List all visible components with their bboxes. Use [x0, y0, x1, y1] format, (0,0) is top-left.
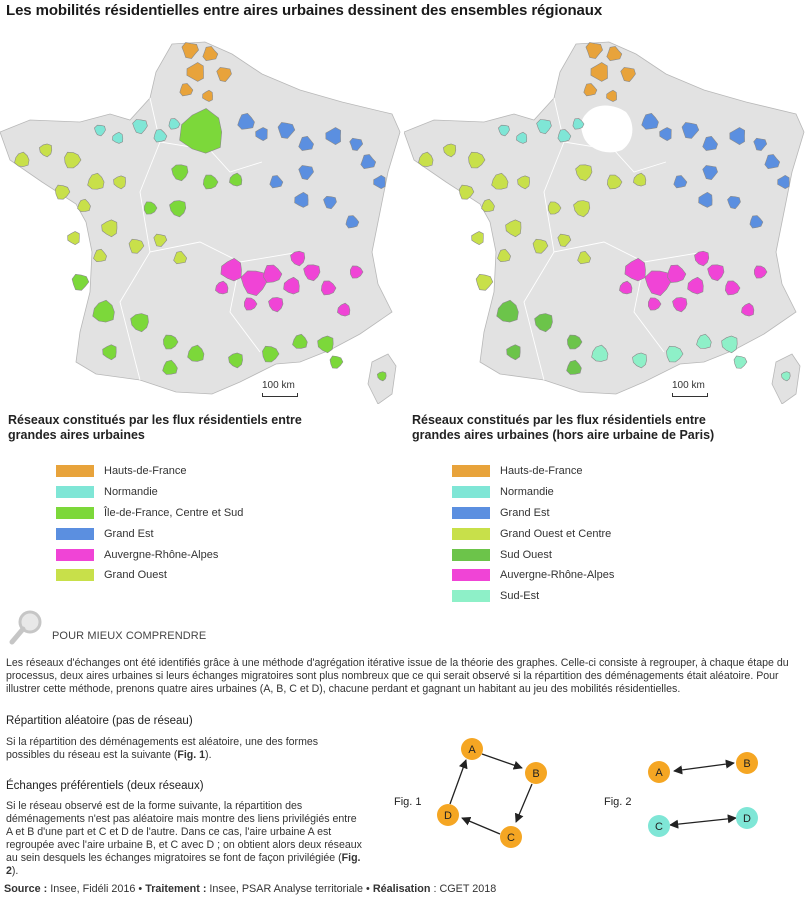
legend-label: Normandie	[104, 486, 158, 499]
legend-label: Auvergne-Rhône-Alpes	[104, 548, 219, 561]
fig2-node-b-label: B	[743, 758, 751, 770]
urban-area-shape	[72, 274, 89, 290]
legend-swatch	[452, 590, 490, 602]
legend-item	[452, 503, 614, 524]
treatment-key: Traitement :	[145, 883, 207, 895]
source-value: Insee, Fidéli 2016 •	[47, 883, 146, 895]
fig1-node-a-label: A	[468, 744, 476, 756]
urban-area-shape	[68, 232, 80, 245]
legend-item	[56, 565, 243, 586]
section2-text: Si le réseau observé est de la forme suivante, la répartition des déménagements n'est pas aléatoire mais montre des liens privilégiés entre A et B d'une part et C et D de l'autre. Dans ce cas, l'aire urbaine A est regroupée avec l'aire urbaine B, et C avec D ; on obtient alors deux réseaux au sein desquels les échanges migratoires se font de façon privilégiée (	[6, 800, 362, 864]
legend-swatch	[56, 507, 94, 519]
fig1-node-d-label: D	[444, 810, 452, 822]
urban-area-shape	[330, 356, 343, 368]
legend-label: Sud Ouest	[500, 548, 552, 561]
section2-paragraph	[6, 800, 362, 878]
legend-label: Auvergne-Rhône-Alpes	[500, 569, 615, 582]
section1-text-end: ).	[205, 749, 212, 761]
legend-item	[452, 461, 614, 482]
fig2-node-c-label: C	[655, 821, 663, 833]
understand-section-header	[8, 608, 208, 648]
section2-text-end: ).	[11, 865, 19, 877]
intro-paragraph: Les réseaux d'échanges ont été identifiés grâce à une méthode d'agrégation itérative issue de la théorie des graphes. Celle-ci consiste à regrouper, à chaque étape du processus, deux aires urbaines si leurs échanges migratoires sont plus nombreux que ce qui serait observé si la répartition des déménagements était aléatoire. Pour illustrer cette méthode, prenons quatre aires urbaines (A, B, C et D), chacune perdant et gagnant un habitant au jeu des mobilités résidentielles.	[6, 657, 789, 695]
fig2-node-c	[648, 815, 670, 837]
section1-heading: Répartition aléatoire (pas de réseau)	[6, 715, 193, 727]
fig2-node-d	[736, 807, 758, 829]
graph-figures	[420, 730, 780, 860]
legend-label: Grand Ouest et Centre	[500, 527, 612, 540]
fig1-node-b-label: B	[532, 768, 540, 780]
fig1-edge-b-c	[516, 784, 532, 822]
treatment-value: Insee, PSAR Analyse territoriale •	[206, 883, 373, 895]
fig1-edge-d-a	[450, 760, 466, 804]
fig1-node-c	[500, 826, 522, 848]
fig1-edge-a-b	[482, 754, 522, 768]
france-map-right	[404, 32, 808, 404]
map-right	[404, 32, 808, 404]
legend-label: Sud-Est	[500, 590, 540, 603]
subtitle-right	[412, 413, 802, 443]
legend-item	[452, 565, 614, 586]
source-key: Source :	[4, 883, 48, 895]
legend-swatch	[452, 486, 490, 498]
legend-swatch	[452, 465, 490, 477]
legend-item	[56, 544, 243, 565]
understand-label: POUR MIEUX COMPRENDRE	[52, 630, 207, 642]
legend-label: Grand Est	[500, 506, 550, 519]
legend-swatch	[452, 569, 490, 581]
urban-area-shape	[734, 356, 747, 368]
legend-item	[56, 482, 243, 503]
legend-label: Hauts-de-France	[500, 465, 583, 478]
legend-left	[56, 461, 243, 586]
legend-label: Normandie	[500, 486, 554, 499]
legend-swatch	[56, 549, 94, 561]
page-title: Les mobilités résidentielles entre aires urbaines dessinent des ensembles régionaux	[6, 2, 603, 19]
section1-paragraph	[6, 736, 362, 762]
fig1-edge-c-d	[462, 818, 500, 834]
legend-label: Île-de-France, Centre et Sud	[104, 506, 244, 519]
legend-item	[56, 523, 243, 544]
subtitle-left-line2: grandes aires urbaines	[8, 428, 145, 442]
scale-label: 100 km	[262, 380, 295, 391]
legend-item	[452, 482, 614, 503]
fig2-label: Fig. 2	[604, 796, 632, 808]
fig1-node-a	[461, 738, 483, 760]
legend-label: Hauts-de-France	[104, 465, 187, 478]
graph-diagrams	[420, 730, 780, 860]
legend-item	[452, 544, 614, 565]
legend-swatch	[452, 549, 490, 561]
legend-swatch	[56, 465, 94, 477]
legend-swatch	[452, 507, 490, 519]
fig2-reference: Fig. 2	[6, 852, 361, 877]
subtitle-left-line1: Réseaux constitués par les flux résidentiels entre	[8, 413, 302, 427]
legend-item	[452, 586, 614, 607]
legend-swatch	[56, 486, 94, 498]
map-left	[0, 32, 404, 404]
urban-area-shape	[472, 232, 484, 245]
urban-area-shape	[476, 274, 493, 290]
subtitle-right-line1: Réseaux constitués par les flux résidentiels entre	[412, 413, 706, 427]
fig2-node-a	[648, 761, 670, 783]
source-footer	[4, 883, 496, 895]
section2-heading: Échanges préférentiels (deux réseaux)	[6, 780, 204, 792]
fig2-edge-c-d	[670, 818, 736, 825]
fig1-node-c-label: C	[507, 832, 515, 844]
france-map-left	[0, 32, 404, 404]
fig1-reference: Fig. 1	[177, 749, 206, 761]
legend-label: Grand Est	[104, 527, 154, 540]
fig1-node-b	[525, 762, 547, 784]
legend-swatch	[56, 528, 94, 540]
fig1-label: Fig. 1	[394, 796, 422, 808]
legend-right	[452, 461, 614, 607]
legend-item	[452, 523, 614, 544]
fig2-edge-a-b	[674, 763, 734, 771]
legend-label: Grand Ouest	[104, 569, 167, 582]
legend-item	[56, 461, 243, 482]
subtitle-right-line2: grandes aires urbaines (hors aire urbaine de Paris)	[412, 428, 715, 442]
magnifier-icon	[8, 608, 48, 648]
legend-swatch	[452, 528, 490, 540]
scale-label: 100 km	[672, 380, 705, 391]
fig2-node-d-label: D	[743, 813, 751, 825]
fig1-node-d	[437, 804, 459, 826]
credits-key: Réalisation	[372, 883, 431, 895]
credits-value: : CGET 2018	[430, 883, 497, 895]
legend-swatch	[56, 569, 94, 581]
fig2-node-b	[736, 752, 758, 774]
fig2-node-a-label: A	[655, 767, 663, 779]
section1-text: Si la répartition des déménagements est aléatoire, une des formes possibles du réseau est la suivante (	[6, 736, 319, 761]
legend-item	[56, 503, 243, 524]
subtitle-left	[8, 413, 398, 443]
